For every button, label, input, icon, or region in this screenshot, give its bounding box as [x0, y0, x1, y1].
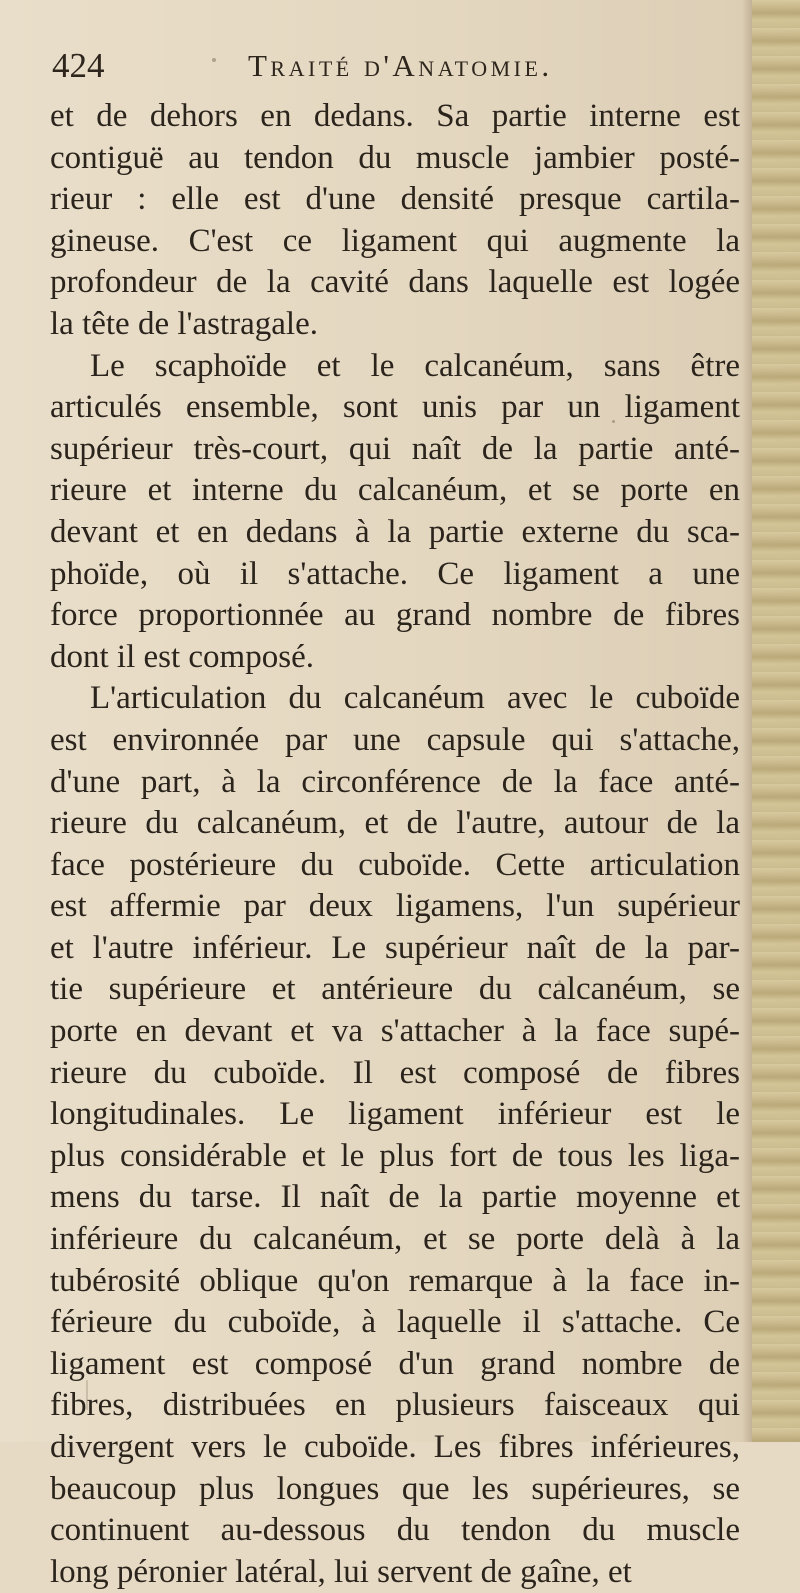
- text-line: et de dehors en dedans. Sa partie interne est: [50, 98, 740, 134]
- text-line: mens du tarse. Il naît de la partie moyenne et: [50, 1179, 740, 1216]
- paper-speck: [612, 420, 615, 423]
- text-line: articulés ensemble, sont unis par un ligament: [50, 389, 740, 426]
- text-line: férieure du cuboïde, à laquelle il s'attache. Ce: [50, 1304, 740, 1341]
- text-line: tie supérieure et antérieure du calcanéum, se: [50, 971, 740, 1008]
- text-line: beaucoup plus longues que les supérieures, se: [50, 1470, 740, 1507]
- paper-speck: [212, 58, 216, 62]
- text-line: dont il est composé.: [50, 638, 314, 675]
- page-number: 424: [52, 46, 105, 85]
- text-line: rieure du cuboïde. Il est composé de fibres: [50, 1054, 740, 1091]
- text-line: devant et en dedans à la partie externe du sca-: [50, 513, 740, 550]
- text-line: rieur : elle est d'une densité presque cartila-: [50, 181, 740, 218]
- text-line: d'une part, à la circonférence de la face anté-: [50, 763, 740, 800]
- text-line: profondeur de la cavité dans laquelle est logée: [50, 264, 740, 301]
- text-line: porte en devant et va s'attacher à la face supé-: [50, 1013, 740, 1050]
- text-line: longitudinales. Le ligament inférieur est le: [50, 1096, 740, 1133]
- paper-speck: [558, 980, 561, 983]
- text-line: Le scaphoïde et le calcanéum, sans être: [90, 347, 740, 384]
- paper-speck: [86, 1380, 88, 1410]
- text-line: fibres, distribuées en plusieurs faisceaux qui: [50, 1387, 740, 1424]
- text-line: rieure du calcanéum, et de l'autre, autour de la: [50, 805, 740, 842]
- text-line: divergent vers le cuboïde. Les fibres inférieures,: [50, 1429, 740, 1465]
- text-line: inférieure du calcanéum, et se porte delà à la: [50, 1221, 740, 1258]
- text-line: L'articulation du calcanéum avec le cuboïde: [90, 680, 740, 717]
- running-title: Traité d'Anatomie.: [248, 48, 553, 83]
- text-line: est affermie par deux ligamens, l'un supérieur: [50, 888, 740, 925]
- text-line: rieure et interne du calcanéum, et se porte en: [50, 472, 740, 509]
- text-line: tubérosité oblique qu'on remarque à la face in-: [50, 1262, 740, 1299]
- text-line: ligament est composé d'un grand nombre de: [50, 1345, 740, 1382]
- text-line: est environnée par une capsule qui s'attache,: [50, 721, 740, 758]
- text-line: long péronier latéral, lui servent de gaîne, et: [50, 1553, 632, 1590]
- page-edge: [752, 0, 800, 1442]
- page-header: [52, 44, 712, 88]
- text-line: la tête de l'astragale.: [50, 305, 318, 342]
- text-line: phoïde, où il s'attache. Ce ligament a une: [50, 555, 740, 592]
- text-line: force proportionnée au grand nombre de fibres: [50, 597, 740, 634]
- page-gutter-shadow: [742, 0, 752, 1442]
- text-line: gineuse. C'est ce ligament qui augmente la: [50, 222, 740, 259]
- text-line: face postérieure du cuboïde. Cette articulation: [50, 846, 740, 883]
- text-line: plus considérable et le plus fort de tous les liga-: [50, 1137, 740, 1174]
- text-line: continuent au-dessous du tendon du muscle: [50, 1512, 740, 1549]
- text-line: et l'autre inférieur. Le supérieur naît de la par-: [50, 929, 740, 966]
- text-line: supérieur très-court, qui naît de la partie anté-: [50, 430, 740, 467]
- body-text: [50, 96, 740, 1593]
- text-line: contiguë au tendon du muscle jambier posté-: [50, 139, 740, 176]
